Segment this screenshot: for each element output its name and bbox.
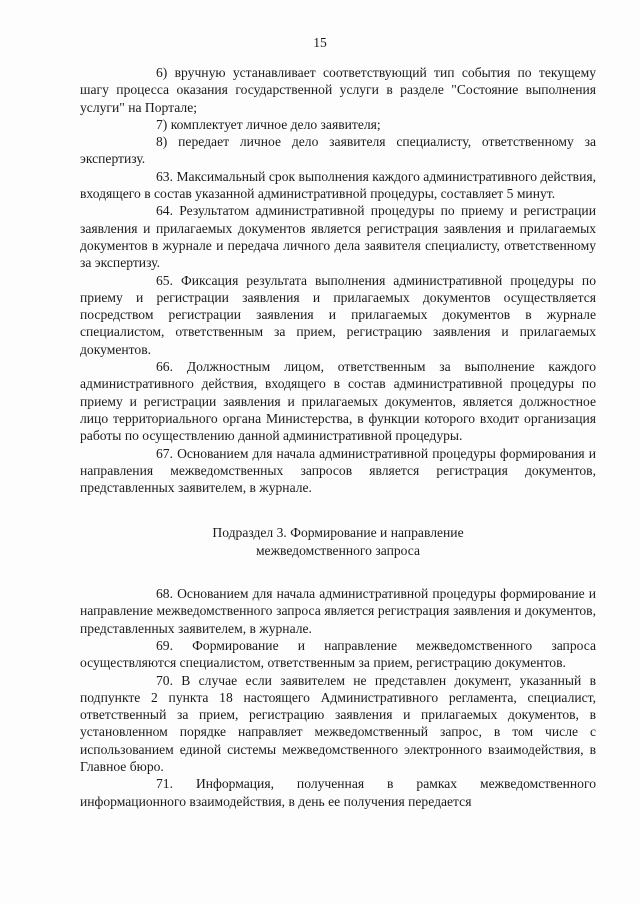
paragraph-text: Должностным лицом, ответственным за выполнение каждого административного действия, входящего в состав административной процедуры по приему и регистрации заявления и прилагаемых документов, является должностное лицо территориального органа Министерства, в функции которого входит организация работы по осуществлению данной административной процедуры.	[80, 359, 596, 444]
paragraph	[80, 202, 596, 271]
paragraph-number: 63.	[156, 168, 173, 184]
paragraph-list	[80, 585, 596, 810]
paragraph-text: вручную устанавливает соответствующий тип события по текущему шагу процесса оказания государственной услуги в разделе "Состояние выполнения услуги" на Портале;	[80, 65, 596, 115]
paragraph-text: Максимальный срок выполнения каждого административного действия, входящего в состав указанной административной процедуры, составляет 5 минут.	[80, 168, 597, 202]
paragraph-number: 8)	[156, 134, 168, 150]
paragraph	[80, 168, 596, 203]
paragraph-text: Информация, полученная в рамках межведомственного информационного взаимодействия, в день ее получения передается	[80, 776, 597, 809]
paragraph-number: 67.	[156, 445, 173, 461]
document-body	[80, 64, 596, 810]
subsection-heading	[80, 524, 596, 559]
paragraph-text: передает личное дело заявителя специалисту, ответственному за экспертизу.	[80, 134, 596, 167]
heading-line-1: Подраздел 3. Формирование и направление	[212, 525, 464, 541]
paragraph-number: 65.	[156, 272, 173, 288]
paragraph-number: 71.	[156, 776, 173, 792]
paragraph-number: 6)	[156, 65, 168, 80]
paragraph-text: Основанием для начала административной процедуры формирование и направление межведомственного запроса является регистрация заявления и документов, представленных заявителем, в журнале.	[80, 586, 596, 636]
paragraph	[80, 672, 596, 776]
paragraph-number: 64.	[156, 203, 173, 219]
paragraph-text: Основанием для начала административной процедуры формирования и направления межведомственных запросов является регистрация документов, представленных заявителем, в журнале.	[80, 445, 596, 496]
paragraph	[80, 64, 596, 116]
paragraph-text: В случае если заявителем не представлен документ, указанный в подпункте 2 пункта 18 настоящего Административного регламента, специалист, ответственный за прием, регистрацию заявления и прилагаемых документов, в установленном порядке направляет межведомственный запрос, в том числе с использованием единой системы межведомственного электронного взаимодействия, в Главное бюро.	[80, 672, 596, 774]
paragraph-text: Формирование и направление межведомственного запроса осуществляются специалистом, ответственным за прием, регистрацию документов.	[80, 637, 596, 671]
paragraph-text: комплектует личное дело заявителя;	[170, 116, 381, 132]
paragraph	[80, 445, 596, 497]
paragraph-number: 70.	[156, 672, 173, 688]
paragraph	[80, 637, 596, 672]
page-number: 15	[313, 35, 327, 50]
paragraph	[80, 116, 596, 133]
paragraph-number: 7)	[156, 116, 168, 132]
paragraph	[80, 272, 596, 358]
paragraph	[80, 585, 596, 637]
paragraph	[80, 775, 596, 810]
paragraph-text: Фиксация результата выполнения административной процедуры по приему и регистрации заявления и прилагаемых документов осуществляется посредством регистрации заявления и прилагаемых документов в журнале специалистом, ответственным за прием, регистрацию заявления и прилагаемых документов.	[80, 272, 596, 357]
paragraph-text: Результатом административной процедуры по приему и регистрации заявления и прилагаемых документов является регистрация заявления и прилагаемых документов в журнале и передача личного дела заявителя специалисту, ответственному за экспертизу.	[80, 203, 596, 271]
paragraph-number: 68.	[156, 586, 173, 602]
paragraph-number: 69.	[156, 637, 173, 653]
paragraph	[80, 133, 596, 168]
heading-line-2: межведомственного запроса	[255, 542, 421, 558]
paragraph-number: 66.	[156, 359, 173, 375]
paragraph-list	[80, 64, 596, 496]
paragraph	[80, 358, 596, 444]
